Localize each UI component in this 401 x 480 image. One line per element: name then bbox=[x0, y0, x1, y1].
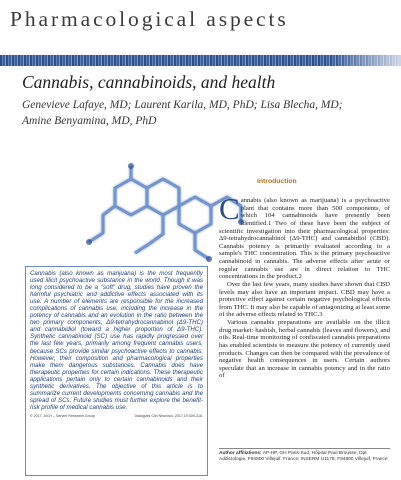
abstract-text: Cannabis (also known as marijuana) is the most frequently used illicit psychoactive substance in the world. Though it was long considered to be a "soft" drug, studies have proven the harmful psychiatric and addictive effects associated with its use. A number of elements are responsible for the increased complications of cannabis use, including the increase in the potency of cannabis and an evolution in the ratio between the two primary components, Δ9-tetrahydrocannabinol (Δ9-THC) and cannabidiol (toward a higher proportion of Δ9-THC). Synthetic cannabinoid (SC) use has rapidly progressed over the last few years, primarily among frequent cannabis users, because SCs provide similar psychoactive effects to cannabis. However, their composition and pharmacological properties make them dangerous substances. Cannabis does have therapeutic properties for certain indications. These therapeutic applications pertain only to certain cannabinoids and their synthetic derivatives. The objective of this article is to summarize current developments concerning cannabis and the spread of SCs. Future studies must further explore the benefit-risk profile of medical cannabis use. bbox=[30, 270, 203, 411]
intro-paragraph-3: Various cannabis preparations are available on the illicit drug market: hashish, herbal cannabis (leaves and flowers), and oils. Real-time monitoring of confiscated cannabis preparations has enabled scientists to measure the potency of currently used products. Changes can then be compared with the prevalence of negative health consequences in users. Certain authors speculate that an increase in cannabis potency and in the ratio of bbox=[219, 319, 390, 380]
intro-paragraph-1-text: annabis (also known as marijuana) is a psychoactive plant that contains more than 500 components, of which 104 cannabinoids have presently been identified.1 Two of these have been the subject of scientific investigation into their pharmacological properties: Δ9-tetrahydrocannabinol (Δ9-THC) and cannabidiol (CBD). Cannabis potency is primarily evaluated according to a sample's THC concentration. This is the primary psychoactive cannabinoid in cannabis. The adverse effects after acute or regular cannabis use are in direct relation to THC concentrations in the product.2 bbox=[219, 197, 390, 281]
authors-line-2: Amine Benyamina, MD, PhD bbox=[22, 115, 157, 127]
abstract-box bbox=[25, 266, 208, 476]
affiliations-label: Author affiliations: bbox=[219, 451, 262, 456]
intro-paragraph-1 bbox=[219, 197, 390, 281]
header-band bbox=[0, 55, 401, 66]
journal-citation: Dialogues Clin Neurosci. 2017;19:309-316. bbox=[134, 413, 203, 418]
authors-line-1: Genevieve Lafaye, MD; Laurent Karila, MD, PhD; Lisa Blecha, MD; bbox=[22, 99, 343, 111]
author-list bbox=[22, 97, 394, 129]
section-title: Pharmacological aspects bbox=[10, 7, 289, 31]
abstract-footer bbox=[30, 414, 203, 418]
introduction-body bbox=[219, 197, 390, 445]
affiliations-text: AP-HP, GH Paris-Sud, Hôpital Paul Brousse, Dpt Addictologie, F94800 Villejuif, France; INSERM U1178, F94800 Villejuif, France bbox=[219, 451, 388, 462]
article-title: Cannabis, cannabinoids, and health bbox=[22, 72, 276, 92]
intro-paragraph-2: Over the last few years, many studies have shown that CBD levels may also have an important impact. CBD may have a protective effect against certain negative psychological effects from THC. It may also be capable of antagonizing at least some of the adverse effects related to THC.3 bbox=[219, 280, 390, 319]
introduction-heading: Introduction bbox=[257, 178, 297, 185]
copyright-notice: © 2017, AICH – Servier Research Group bbox=[30, 413, 95, 418]
drop-cap: C bbox=[219, 197, 240, 226]
affiliation-divider bbox=[219, 448, 390, 449]
author-affiliations bbox=[219, 451, 390, 462]
